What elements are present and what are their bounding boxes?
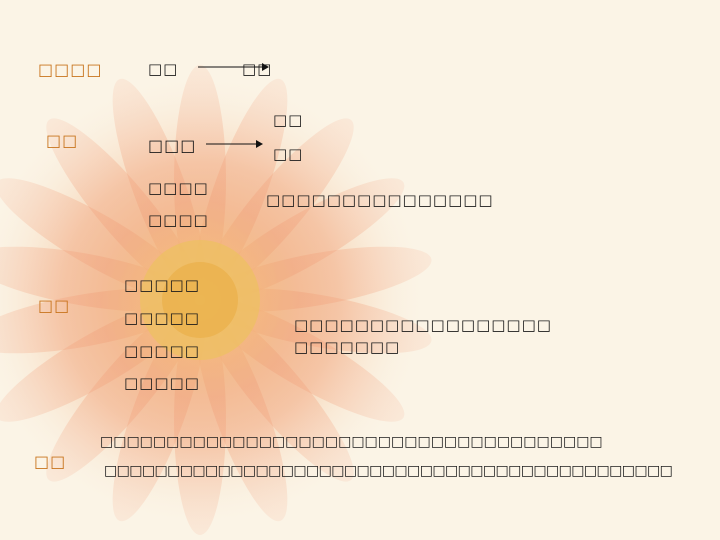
section-3-heading: □□ [38, 296, 71, 315]
section-4-line-2: □□□□□□□□□□□□□□□□□□□□□□□□□□□□□□□□□□□□□□□□□□□□□ [104, 463, 673, 479]
section-2-item-a: □□□□ [148, 179, 209, 197]
section-3-item: □□□□□ [124, 342, 200, 360]
section-1-to: □□ [242, 60, 273, 78]
section-1-from: □□ [148, 60, 179, 78]
section-3-note-line-2: □□□□□□□ [294, 338, 401, 356]
section-4-line-1: □□□□□□□□□□□□□□□□□□□□□□□□□□□□□□□□□□□□□□ [100, 434, 603, 450]
arrow-icon [206, 138, 264, 152]
section-3-note-line-1: □□□□□□□□□□□□□□□□□ [294, 316, 552, 334]
section-2-heading: □□ [46, 131, 79, 150]
section-2-note: □□□□□□□□□□□□□□□ [266, 191, 494, 209]
section-3-item: □□□□□ [124, 374, 200, 392]
section-2-branch-bottom: □□ [273, 145, 304, 163]
section-3-item: □□□□□ [124, 276, 200, 294]
section-3-item: □□□□□ [124, 309, 200, 327]
section-2-source: □□□ [148, 136, 197, 155]
section-1-heading: □□□□ [38, 60, 103, 79]
section-2-item-b: □□□□ [148, 211, 209, 229]
section-4-heading: □□ [34, 452, 67, 471]
section-2-branch-top: □□ [273, 111, 304, 129]
